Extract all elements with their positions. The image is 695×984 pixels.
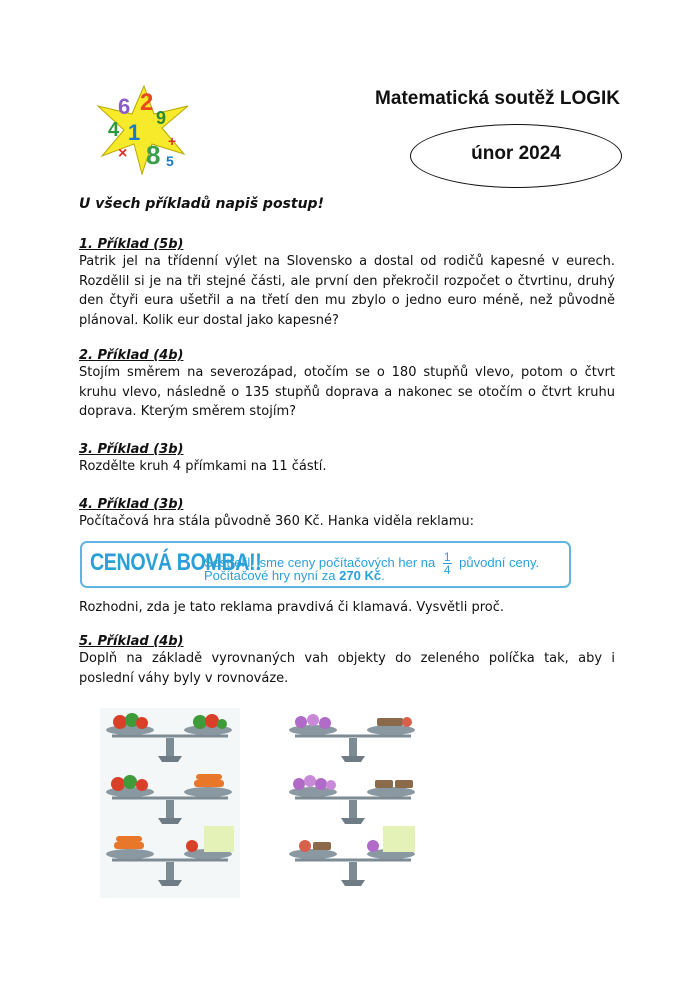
svg-text:8: 8 [146,140,161,170]
exercise-title: 3. Příklad (3b) [79,442,184,457]
instruction: U všech příkladů napiš postup! [79,196,324,212]
svg-text:6: 6 [118,94,131,119]
fraction-denominator: 4 [443,563,451,577]
exercise-text: Patrik jel na třídenní výlet na Slovensko a dostal od rodičů kapesné v eurech. Rozdělil si je na tři stejné části, ale první den překročil rozpočet o čtvrtinu, druhý den čtyři eura ušetřil a na třetí den mu zbylo o jedno euro méně, než původně plánoval. Kolik eur dostal jako kapesné? [79,254,615,328]
page-title: Matematická soutěž LOGIK [375,88,620,109]
answer-box [383,826,415,852]
date-label: únor 2024 [471,143,561,164]
svg-text:1: 1 [128,120,141,145]
svg-text:2: 2 [140,89,154,116]
exercise-title: 4. Příklad (3b) [79,497,184,512]
svg-text:4: 4 [108,119,120,141]
answer-box [204,826,234,852]
svg-text:×: × [118,145,128,162]
balance-scale-icon [289,775,415,824]
exercise-title: 1. Příklad (5b) [79,237,184,252]
exercise-text: Stojím směrem na severozápad, otočím se o 180 stupňů vlevo, potom o čtvrt kruhu vlevo, následně o 135 stupňů doprava a nakonec se otočím o čtvrt kruhu doprava. Kterým směrem stojím? [79,365,615,419]
exercise-text: Rozhodni, zda je tato reklama pravdivá či klamavá. Vysvětli proč. [79,600,505,615]
vegetable-scales-image [100,708,240,898]
ad-line-1-end: původní ceny. [459,554,540,570]
ad-line-2 [204,568,385,583]
exercise-3 [79,442,615,477]
balance-scale-icon [289,714,415,762]
candy-scales-image [283,708,423,898]
exercise-text: Doplň na základě vyrovnaných vah objekty do zeleného políčka tak, aby i poslední váhy byly v rovnováze. [79,651,615,686]
exercise-2 [79,348,615,422]
ad-banner [80,541,571,588]
ad-headline: CENOVÁ BOMBA!! [90,549,262,576]
svg-text:+: + [168,133,177,149]
ad-line-1-text: Sestřelili jsme ceny počítačových her na [204,554,436,570]
exercise-4 [79,497,615,532]
numbers-star-logo-icon [96,84,192,176]
ad-line-2-end: . [381,568,385,583]
svg-text:5: 5 [166,153,174,169]
exercise-4-question [79,598,615,618]
exercise-1 [79,237,615,330]
exercise-title: 5. Příklad (4b) [79,634,184,649]
exercise-title: 2. Příklad (4b) [79,348,184,363]
svg-text:9: 9 [156,108,167,128]
ad-price: 270 Kč [339,568,382,583]
ad-fraction [443,551,452,576]
fraction-numerator: 1 [443,550,451,564]
balance-scale-icon [289,826,415,886]
exercise-text: Rozdělte kruh 4 přímkami na 11 částí. [79,459,327,474]
exercise-text: Počítačová hra stála původně 360 Kč. Hanka viděla reklamu: [79,514,475,529]
exercise-5 [79,634,615,688]
ad-line-2-text: Počítačové hry nyní za [204,568,336,583]
